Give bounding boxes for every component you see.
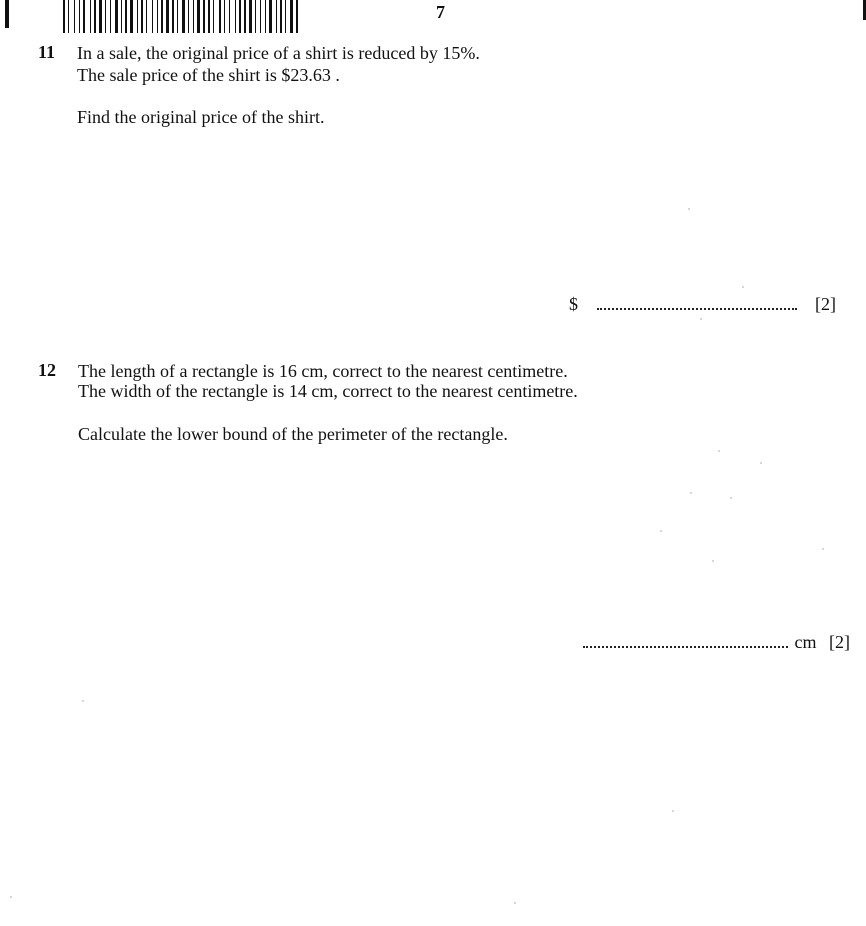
marks-label: [2] [829,632,850,652]
barcode-bar [203,0,205,33]
barcode-bar [224,0,225,33]
barcode [63,0,359,33]
barcode-bar [215,0,218,33]
barcode-bar [201,0,202,33]
scan-speck [700,318,702,320]
barcode-bar [141,0,143,33]
barcode-bar [66,0,67,33]
page-number: 7 [436,2,445,22]
barcode-bar [290,0,293,33]
question-instruction: Find the original price of the shirt. [77,107,325,127]
barcode-bar [273,0,275,33]
barcode-bar [253,0,254,33]
barcode-bar [97,0,98,33]
barcode-bar [99,0,102,33]
barcode-bar [146,0,147,33]
barcode-bar [161,0,163,33]
barcode-bar [260,0,261,33]
barcode-bar [68,0,69,33]
scan-speck [760,462,762,464]
barcode-bar [154,0,156,33]
barcode-bar [63,0,65,33]
barcode-bar [296,0,298,33]
barcode-bar [74,0,75,33]
barcode-bar [190,0,192,33]
barcode-bar [177,0,178,33]
barcode-bar [112,0,114,33]
scan-speck [690,492,692,494]
barcode-bar [83,0,85,33]
answer-line[interactable] [583,640,788,648]
barcode-bar [128,0,129,33]
barcode-bar [206,0,207,33]
barcode-bar [130,0,133,33]
marks-label: [2] [815,294,836,314]
scan-speck [718,450,720,452]
barcode-bar [166,0,169,33]
barcode-bar [229,0,230,33]
scan-speck [660,530,662,532]
answer-row-11 [569,294,836,315]
barcode-bar [208,0,210,33]
barcode-bar [157,0,158,33]
barcode-bar [195,0,196,33]
barcode-bar [287,0,289,33]
barcode-bar [170,0,171,33]
barcode-bar [164,0,165,33]
answer-line[interactable] [597,302,797,310]
barcode-bar [81,0,82,33]
barcode-bar [285,0,286,33]
answer-row-12 [583,632,850,653]
barcode-bar [123,0,124,33]
barcode-bar [152,0,153,33]
barcode-bar [172,0,174,33]
barcode-bar [283,0,284,33]
barcode-bar [213,0,214,33]
barcode-bar [278,0,279,33]
barcode-bar [294,0,295,33]
barcode-bar [105,0,106,33]
answer-unit: cm [794,632,817,652]
barcode-bar [193,0,194,33]
barcode-bar [249,0,252,33]
barcode-bar [231,0,234,33]
barcode-bar [226,0,228,33]
scan-speck [712,560,714,562]
barcode-bar [222,0,223,33]
scan-speck [822,548,824,550]
barcode-bar [280,0,282,33]
barcode-bar [235,0,236,33]
barcode-bar [90,0,91,33]
question-text-line-2: The width of the rectangle is 14 cm, correct to the nearest centimetre. [78,381,578,401]
barcode-bar [255,0,256,33]
barcode-bar [265,0,266,33]
scan-speck [688,208,690,210]
barcode-bar [86,0,89,33]
barcode-bar [121,0,122,33]
barcode-bar [179,0,181,33]
barcode-bar [267,0,268,33]
barcode-bar [237,0,238,33]
barcode-bar [119,0,120,33]
question-text-line-1: In a sale, the original price of a shirt is reduced by 15%. [77,43,480,63]
barcode-bar [262,0,264,33]
barcode-bar [110,0,111,33]
scan-speck [514,902,516,904]
barcode-bar [257,0,259,33]
question-text-line-1: The length of a rectangle is 16 cm, correct to the nearest centimetre. [78,361,568,381]
barcode-bar [70,0,73,33]
scan-speck [672,810,674,812]
barcode-bar [144,0,145,33]
barcode-bar [79,0,80,33]
barcode-bar [134,0,136,33]
barcode-bar [159,0,160,33]
barcode-bar [219,0,221,33]
barcode-bar [125,0,127,33]
barcode-bar [247,0,248,33]
question-text-line-2: The sale price of the shirt is $23.63 . [77,65,340,85]
barcode-bar [186,0,187,33]
question-instruction: Calculate the lower bound of the perimeter of the rectangle. [78,424,508,444]
barcode-bar [76,0,78,33]
barcode-bar [139,0,140,33]
left-edge-mark [5,0,9,28]
barcode-bar [244,0,246,33]
barcode-bar [115,0,118,33]
barcode-bar [299,0,300,33]
scan-speck [82,700,84,702]
barcode-bar [242,0,243,33]
barcode-bar [103,0,104,33]
answer-prefix: $ [569,294,578,314]
barcode-bar [276,0,277,33]
barcode-bar [137,0,138,33]
scan-speck [10,896,12,898]
barcode-bar [94,0,96,33]
barcode-bar [211,0,212,33]
barcode-bar [269,0,272,33]
barcode-bar [182,0,185,33]
barcode-bar [188,0,189,33]
question-number: 12 [38,360,56,380]
scan-speck [742,286,744,288]
barcode-bar [239,0,241,33]
barcode-bar [197,0,200,33]
barcode-bar [175,0,176,33]
barcode-bar [107,0,109,33]
question-number: 11 [38,42,56,62]
barcode-bar [92,0,93,33]
barcode-bar [148,0,151,33]
scan-speck [730,497,732,499]
